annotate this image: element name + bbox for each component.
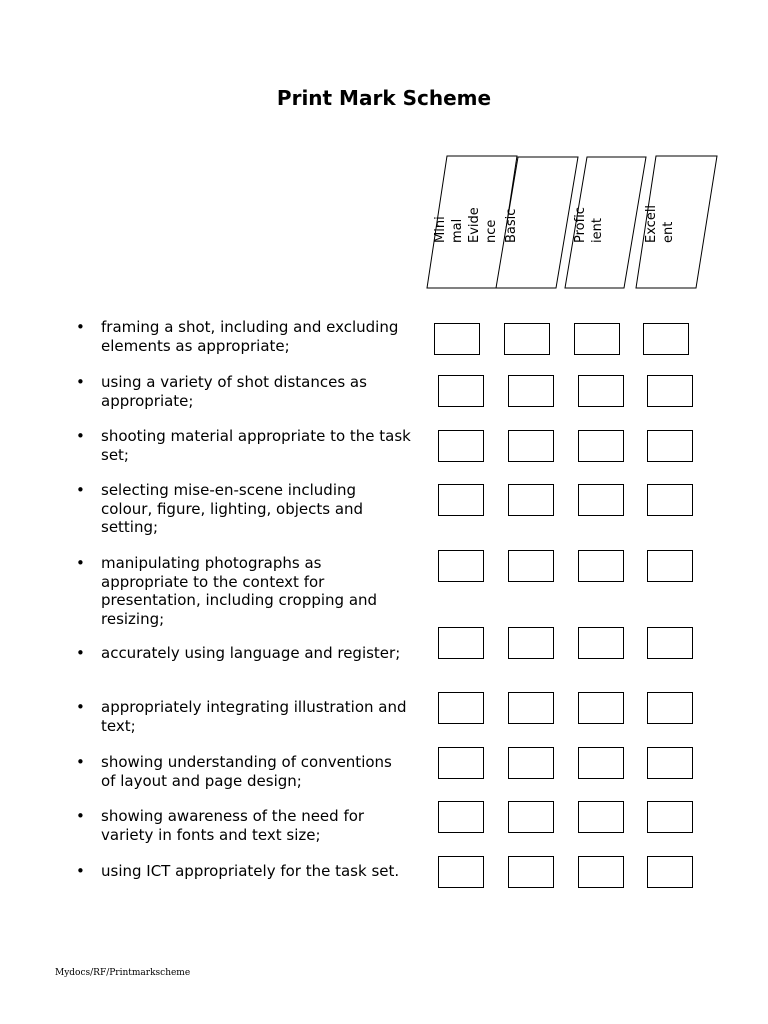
mark-checkbox[interactable] xyxy=(578,430,624,462)
mark-checkbox[interactable] xyxy=(578,801,624,833)
mark-checkbox[interactable] xyxy=(647,856,693,888)
criterion-text: accurately using language and register; xyxy=(101,644,401,662)
column-label-line: nce xyxy=(484,219,499,243)
column-label-line: Profic xyxy=(573,207,588,243)
mark-checkbox[interactable] xyxy=(578,692,624,724)
mark-checkbox[interactable] xyxy=(578,747,624,779)
criterion-text: shooting material appropriate to the task set; xyxy=(101,427,411,464)
mark-checkbox[interactable] xyxy=(438,484,484,516)
mark-checkbox[interactable] xyxy=(647,801,693,833)
criterion-text: using ICT appropriately for the task set. xyxy=(101,862,400,880)
mark-checkbox[interactable] xyxy=(578,856,624,888)
footer-path: Mydocs/RF/Printmarkscheme xyxy=(55,968,191,978)
page-title: Print Mark Scheme xyxy=(276,86,492,110)
criterion-text: appropriately integrating illustration and text; xyxy=(101,698,407,735)
mark-checkbox[interactable] xyxy=(578,484,624,516)
column-label-line: Excell xyxy=(644,204,659,243)
criterion-text: using a variety of shot distances as appropriate; xyxy=(101,373,367,410)
mark-checkbox[interactable] xyxy=(438,430,484,462)
mark-checkbox[interactable] xyxy=(438,375,484,407)
column-label-line: mal xyxy=(450,218,465,243)
column-header-proficient xyxy=(565,157,646,288)
mark-checkbox[interactable] xyxy=(508,375,554,407)
mark-checkbox[interactable] xyxy=(438,856,484,888)
mark-checkbox[interactable] xyxy=(508,627,554,659)
bullet-icon: • xyxy=(76,698,85,716)
bullet-icon: • xyxy=(76,318,85,336)
mark-checkbox[interactable] xyxy=(574,323,620,355)
mark-checkbox[interactable] xyxy=(508,747,554,779)
column-label-line: Evide xyxy=(467,207,482,243)
mark-checkbox[interactable] xyxy=(508,856,554,888)
column-label-line: ent xyxy=(661,221,676,243)
bullet-icon: • xyxy=(76,862,85,880)
bullet-icon: • xyxy=(76,373,85,391)
mark-checkbox[interactable] xyxy=(438,747,484,779)
bullet-icon: • xyxy=(76,481,85,499)
mark-checkbox[interactable] xyxy=(578,550,624,582)
bullet-icon: • xyxy=(76,644,85,662)
criterion-text: framing a shot, including and excluding elements as appropriate; xyxy=(101,318,399,355)
mark-checkbox[interactable] xyxy=(508,430,554,462)
criterion-text: manipulating photographs as appropriate to the context for presentation, including cropping and resizing; xyxy=(101,554,378,628)
bullet-icon: • xyxy=(76,427,85,445)
mark-checkbox[interactable] xyxy=(647,375,693,407)
bullet-icon: • xyxy=(76,807,85,825)
column-header-excellent xyxy=(636,156,717,288)
criterion-text: showing understanding of conventions of layout and page design; xyxy=(101,753,392,790)
mark-checkbox[interactable] xyxy=(438,627,484,659)
mark-checkbox[interactable] xyxy=(647,484,693,516)
mark-checkbox[interactable] xyxy=(647,747,693,779)
mark-checkbox[interactable] xyxy=(438,550,484,582)
mark-checkbox[interactable] xyxy=(643,323,689,355)
mark-checkbox[interactable] xyxy=(647,430,693,462)
mark-checkbox[interactable] xyxy=(508,801,554,833)
column-headers xyxy=(0,0,768,300)
mark-checkbox[interactable] xyxy=(434,323,480,355)
bullet-icon: • xyxy=(76,554,85,572)
mark-checkbox[interactable] xyxy=(438,801,484,833)
mark-checkbox[interactable] xyxy=(504,323,550,355)
column-label-line: Mini xyxy=(433,216,448,243)
bullet-icon: • xyxy=(76,753,85,771)
mark-checkbox[interactable] xyxy=(438,692,484,724)
criterion-text: selecting mise-en-scene including colour, figure, lighting, objects and setting; xyxy=(101,481,364,536)
criterion-text: showing awareness of the need for variety in fonts and text size; xyxy=(101,807,365,844)
mark-checkbox[interactable] xyxy=(578,375,624,407)
mark-checkbox[interactable] xyxy=(647,692,693,724)
mark-checkbox[interactable] xyxy=(647,550,693,582)
mark-checkbox[interactable] xyxy=(647,627,693,659)
mark-checkbox[interactable] xyxy=(508,692,554,724)
mark-checkbox[interactable] xyxy=(508,484,554,516)
column-label-basic: Basic xyxy=(504,208,519,243)
mark-checkbox[interactable] xyxy=(508,550,554,582)
column-label-line: ient xyxy=(590,218,605,243)
mark-checkbox[interactable] xyxy=(578,627,624,659)
